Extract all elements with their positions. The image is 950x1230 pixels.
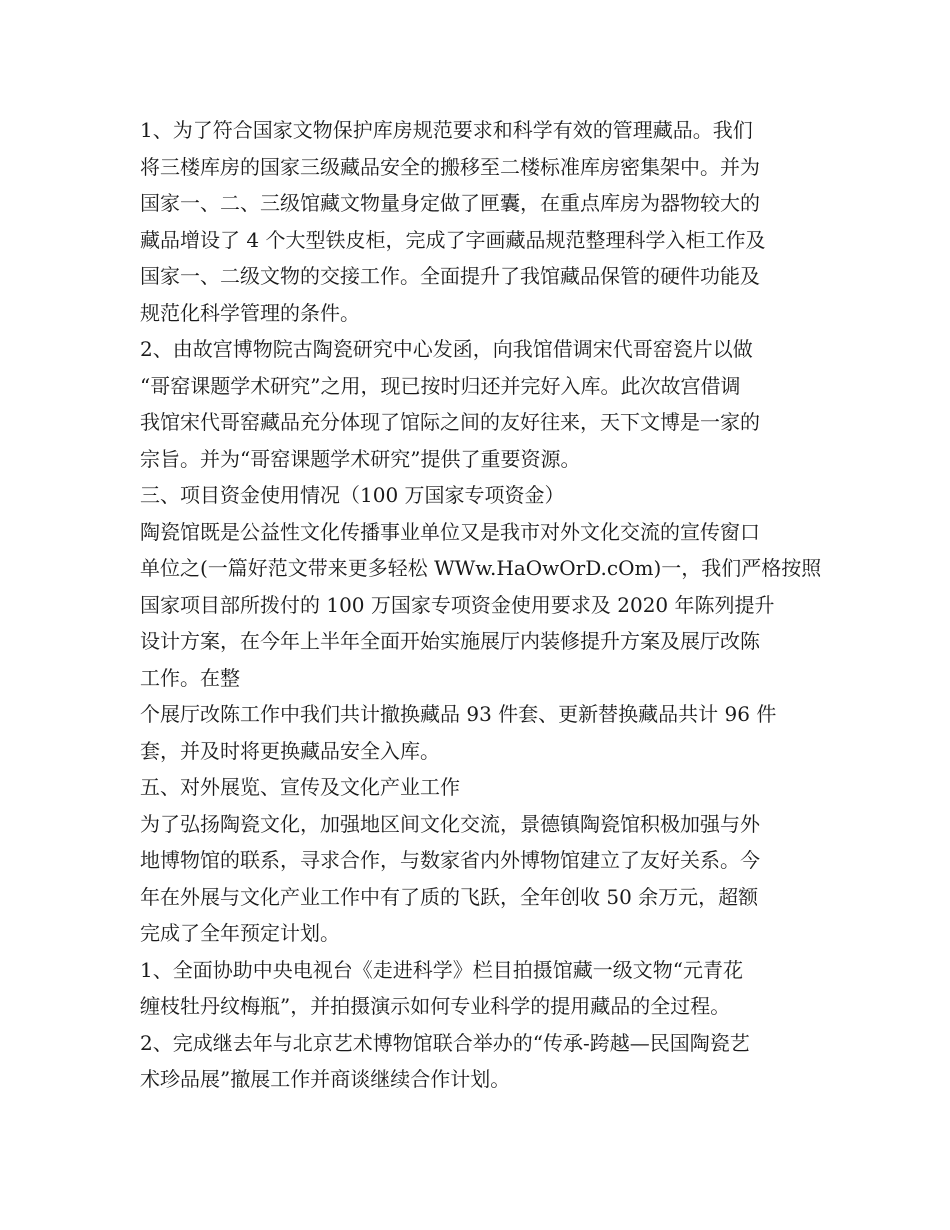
text-line: 1、为了符合国家文物保护库房规范要求和科学有效的管理藏品。我们 bbox=[140, 118, 753, 142]
text-line: 工作。在整 bbox=[140, 665, 240, 690]
text-line: 宗旨。并为“哥窑课题学术研究”提供了重要资源。 bbox=[140, 446, 581, 471]
text-line: 1、全面协助中央电视台《走进科学》栏目拍摄馆藏一级文物“元青花 bbox=[140, 957, 743, 982]
text-line: “哥窑课题学术研究”之用，现已按时归还并完好入库。此次故宫借调 bbox=[140, 373, 741, 398]
text-line: 地博物馆的联系，寻求合作，与数家省内外博物馆建立了友好关系。今 bbox=[140, 848, 760, 872]
section-heading: 三、项目资金使用情况（100 万国家专项资金） bbox=[140, 483, 565, 507]
text-line: 2、由故宫博物院古陶瓷研究中心发函，向我馆借调宋代哥窑瓷片以做 bbox=[140, 337, 753, 361]
text-line: 套，并及时将更换藏品安全入库。 bbox=[140, 738, 440, 763]
document-body bbox=[140, 112, 820, 1098]
text-line: 设计方案，在今年上半年全面开始实施展厅内装修提升方案及展厅改陈 bbox=[140, 629, 760, 653]
text-line: 缠枝牡丹纹梅瓶”，并拍摄演示如何专业科学的提用藏品的全过程。 bbox=[140, 994, 731, 1018]
text-line: 陶瓷馆既是公益性文化传播事业单位又是我市对外文化交流的宣传窗口 bbox=[140, 519, 760, 544]
text-line: 将三楼库房的国家三级藏品安全的搬移至二楼标准库房密集架中。并为 bbox=[140, 154, 760, 179]
text-line: 单位之(一篇好范文带来更多轻松 WWw.HaOwOrD.cOm)一，我们严格按照 bbox=[140, 556, 822, 580]
text-line: 藏品增设了 4 个大型铁皮柜，完成了字画藏品规范整理科学入柜工作及 bbox=[140, 227, 766, 252]
text-line: 完成了全年预定计划。 bbox=[140, 921, 340, 945]
text-line: 国家项目部所拨付的 100 万国家专项资金使用要求及 2020 年陈列提升 bbox=[140, 592, 775, 617]
text-line: 我馆宋代哥窑藏品充分体现了馆际之间的友好往来，天下文博是一家的 bbox=[140, 410, 760, 434]
text-line: 2、完成继去年与北京艺术博物馆联合举办的“传承-跨越—民国陶瓷艺 bbox=[140, 1030, 750, 1055]
text-line: 国家一、二、三级馆藏文物量身定做了匣囊，在重点库房为器物较大的 bbox=[140, 191, 760, 215]
section-heading: 五、对外展览、宣传及文化产业工作 bbox=[140, 775, 460, 799]
text-line: 术珍品展”撤展工作并商谈继续合作计划。 bbox=[140, 1067, 511, 1091]
text-line: 年在外展与文化产业工作中有了质的飞跃，全年创收 50 余万元，超额 bbox=[140, 884, 759, 909]
text-line: 个展厅改陈工作中我们共计撤换藏品 93 件套、更新替换藏品共计 96 件 bbox=[140, 702, 777, 726]
text-line: 国家一、二级文物的交接工作。全面提升了我馆藏品保管的硬件功能及 bbox=[140, 264, 760, 288]
text-line: 规范化科学管理的条件。 bbox=[140, 300, 360, 325]
text-line: 为了弘扬陶瓷文化，加强地区间文化交流，景德镇陶瓷馆积极加强与外 bbox=[140, 811, 760, 836]
